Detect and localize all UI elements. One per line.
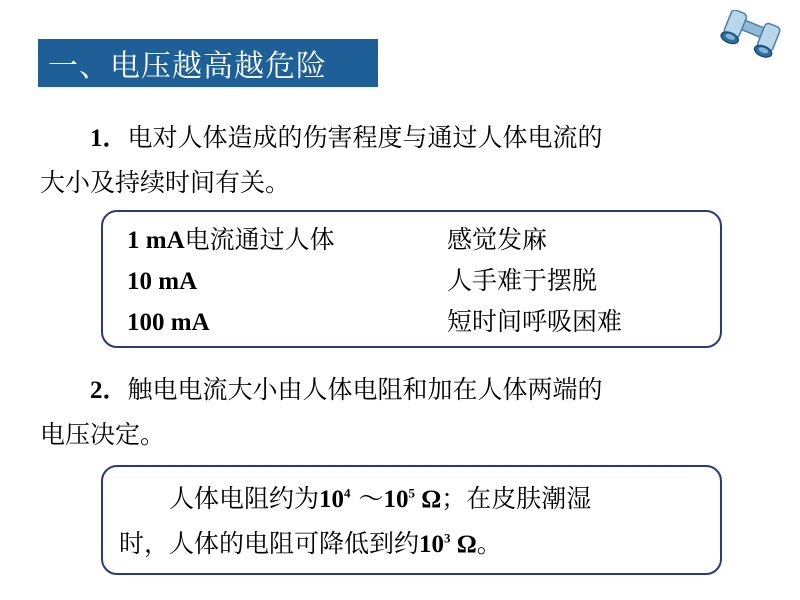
section-title-bar	[38, 39, 378, 87]
current-effect: 感觉发麻	[447, 225, 548, 254]
paragraph-2-number: 2．	[90, 377, 128, 404]
paragraph-1-number: 1．	[90, 125, 128, 152]
current-amount: 10 mA	[127, 268, 198, 295]
current-row	[127, 220, 710, 260]
resistance-note-box	[101, 465, 722, 575]
current-effects-box	[101, 210, 722, 348]
paragraph-1-line2: 大小及持续时间有关。	[40, 168, 291, 197]
paragraph-1	[40, 116, 760, 205]
binoculars-icon	[718, 10, 786, 62]
current-amount: 1 mA电流通过人体	[127, 225, 335, 254]
paragraph-2-line1: 触电电流大小由人体电阻和加在人体两端的	[127, 375, 603, 404]
resistance-note-text: 人体电阻约为$10^4$ $\sim 10^5$ Ω；在皮肤潮湿 时，人体的电阻可降低到约$10^3$ Ω。	[119, 484, 592, 558]
current-effect: 短时间呼吸困难	[447, 307, 623, 336]
current-effect: 人手难于摆脱	[447, 266, 598, 295]
current-amount: 100 mA	[127, 309, 210, 336]
current-row	[127, 302, 710, 342]
current-row	[127, 261, 710, 301]
paragraph-1-line1: 电对人体造成的伤害程度与通过人体电流的	[127, 123, 603, 152]
section-title: 一、电压越高越危险	[48, 49, 327, 84]
paragraph-2-line2: 电压决定。	[40, 420, 166, 449]
paragraph-2	[40, 368, 760, 457]
